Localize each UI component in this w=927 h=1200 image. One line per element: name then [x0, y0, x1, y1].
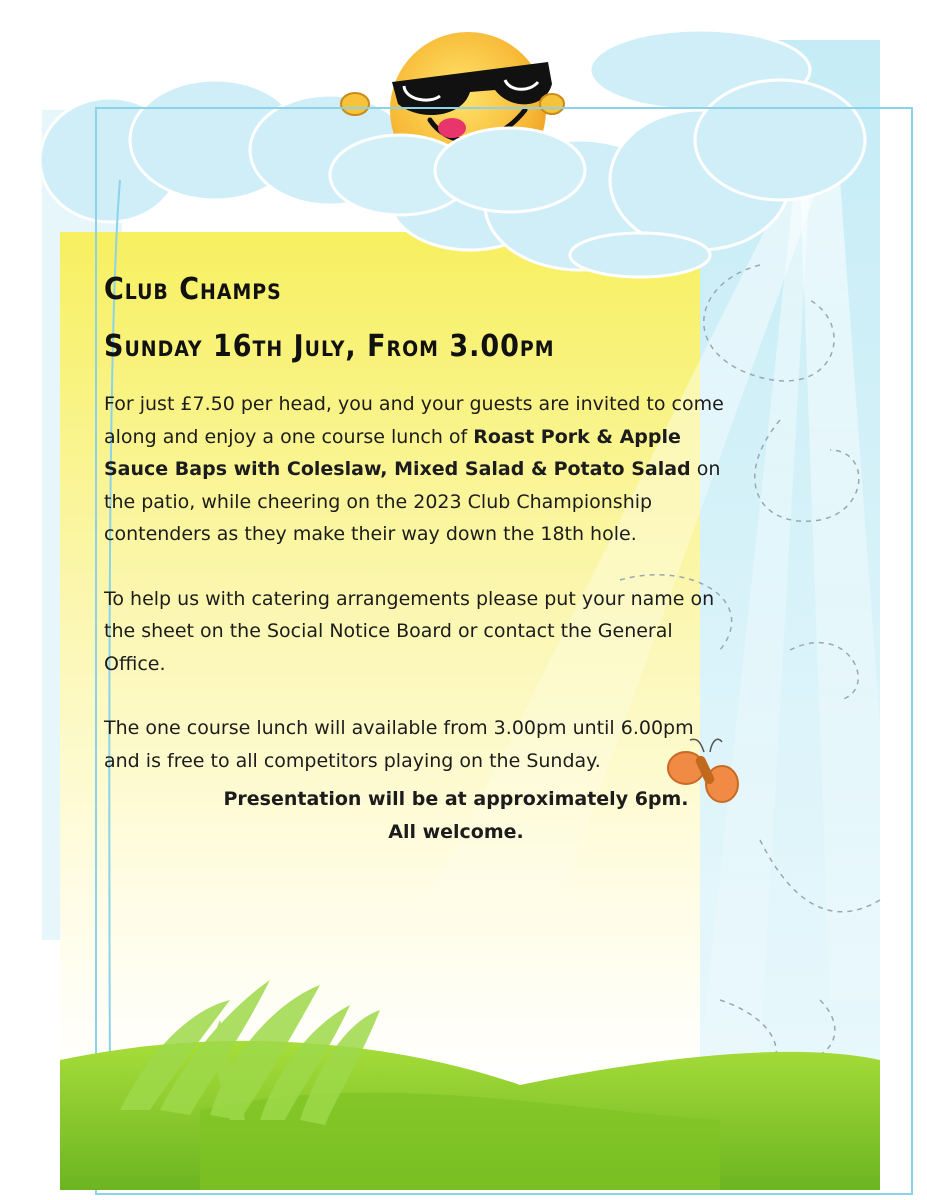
presentation-line: Presentation will be at approximately 6pm. [223, 788, 689, 810]
event-date: Sunday 16th July, From 3.00pm [104, 329, 555, 364]
menu-bold-2: Potato Salad [553, 458, 691, 480]
lunch-info-paragraph: The one course lunch will available from 3.00pm until 6.00pm and is free to all competitors playing on the Sunday. [104, 717, 694, 772]
event-title: Club Champs [104, 272, 282, 307]
welcome-line: All welcome. [388, 820, 524, 843]
intro-text-2: on the patio, while cheering on the 2023 Club Championship contenders as they make their way down the 18th hole. [104, 458, 721, 545]
intro-paragraph [104, 388, 724, 551]
catering-paragraph: To help us with catering arrangements please put your name on the sheet on the Social Notice Board or contact the General Office. [104, 587, 715, 675]
menu-bold-1: Roast Pork & Apple Sauce Baps with Coleslaw, Mixed Salad & [104, 425, 681, 480]
flyer-content [104, 270, 724, 848]
intro-text-1: For just £7.50 per head, you and your guests are invited to come along and enjoy a one course lunch of [104, 393, 724, 448]
